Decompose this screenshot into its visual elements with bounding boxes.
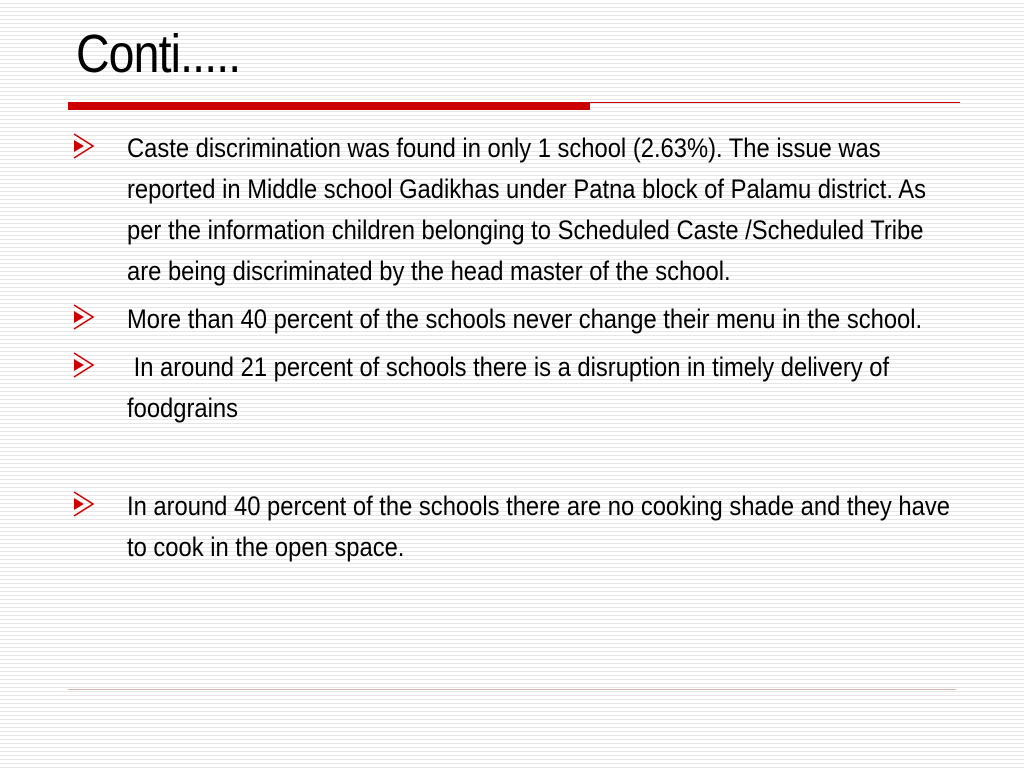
arrow-bullet-icon [72, 351, 96, 379]
bullet-item [70, 299, 960, 340]
bullet-item [70, 486, 960, 568]
slide-title: Conti..... [76, 24, 241, 84]
bullet-text: In around 21 percent of schools there is a disruption in timely delivery of foodgrains [127, 352, 896, 423]
bullet-item [70, 128, 960, 292]
title-underline-thick [68, 102, 590, 110]
bullet-item [70, 347, 960, 429]
bullet-list [70, 128, 960, 568]
bullet-text: More than 40 percent of the schools never change their menu in the school. [127, 304, 923, 334]
bullet-text: In around 40 percent of the schools there are no cooking shade and they have to cook in the open space. [127, 491, 950, 562]
title-underline-thin [590, 102, 960, 103]
bullet-text: Caste discrimination was found in only 1 school (2.63%). The issue was reported in Middle school Gadikhas under Patna block of Palamu district. As per the information children belonging to Scheduled Caste /Scheduled Tribe are being discriminated by the head master of the school. [127, 133, 927, 286]
arrow-bullet-icon [72, 132, 96, 160]
arrow-bullet-icon [72, 303, 96, 331]
footer-divider [68, 689, 956, 690]
arrow-bullet-icon [72, 490, 96, 518]
